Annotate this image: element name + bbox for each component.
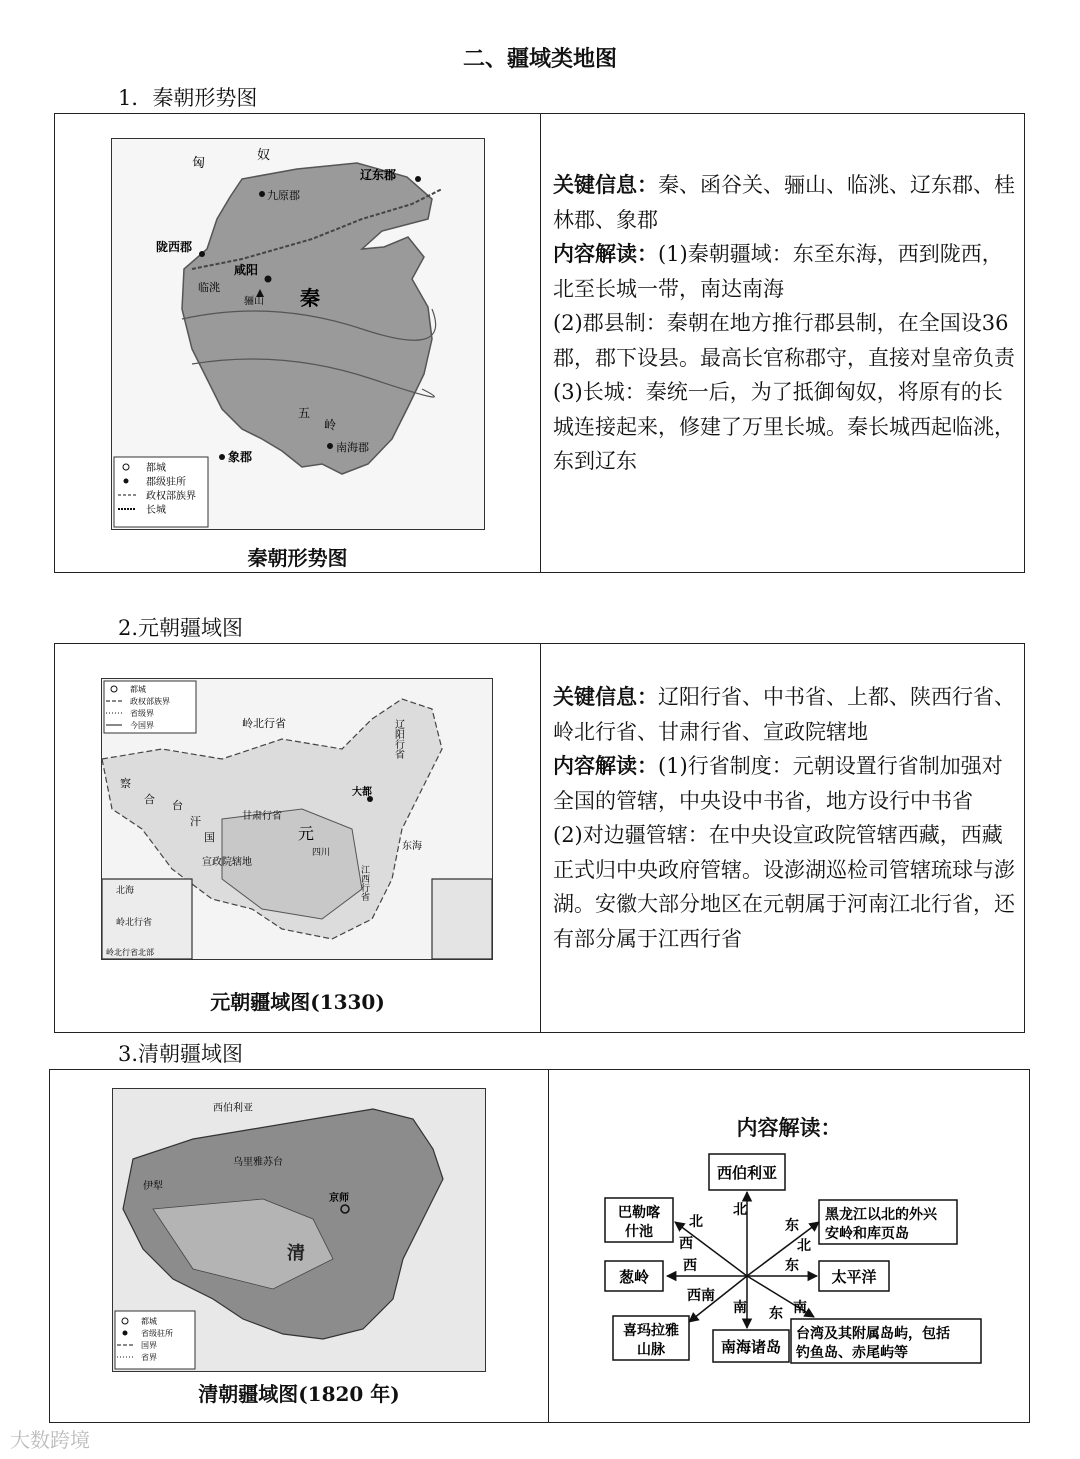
box-siberia: 西伯利亚 xyxy=(716,1164,778,1182)
legend-qing-capital: 都城 xyxy=(141,1317,157,1326)
section-1-key-info xyxy=(553,168,1016,237)
map-label-ling: 岭 xyxy=(324,418,337,432)
legend-yuan-border: 政权部族界 xyxy=(130,697,170,706)
map-label-wu: 五 xyxy=(298,406,311,420)
map-label-jingshi: 京师 xyxy=(329,1193,349,1204)
qing-map-graphic xyxy=(113,1089,485,1371)
section-3-heading: 3.清朝疆域图 xyxy=(118,1042,244,1066)
legend-prefecture: 郡级驻所 xyxy=(146,477,186,488)
box-taiwan-1: 台湾及其附属岛屿，包括 xyxy=(796,1326,950,1342)
map-label-chagatai-3: 台 xyxy=(172,799,183,812)
section-2-text-cell xyxy=(541,644,1024,1032)
section-1-caption: 秦朝形势图 xyxy=(247,546,348,570)
qing-map xyxy=(112,1088,486,1372)
map-label-xuanzheng: 宣政院辖地 xyxy=(202,857,252,868)
map-label-longxi: 陇西郡 xyxy=(156,240,193,254)
box-outer-xingan-1: 黑龙江以北的外兴 xyxy=(825,1207,937,1223)
map-label-gansu: 甘肃行省 xyxy=(242,811,282,822)
legend-border: 政权部族界 xyxy=(146,491,196,502)
section-2-caption: 元朝疆域图(1330) xyxy=(210,990,385,1014)
dir-se-east: 东 xyxy=(769,1306,783,1322)
map-label-jiangxi: 江西行省 xyxy=(359,865,369,901)
dir-north: 北 xyxy=(733,1202,747,1218)
interp-text-1: (1)行省制度：元朝设置行省制加强对全国的管辖，中央设中书省，地方设行中书省 xyxy=(553,754,1003,813)
map-label-lintao: 临洮 xyxy=(198,281,220,294)
section-3-table xyxy=(49,1069,1030,1423)
interp-label: 内容解读： xyxy=(553,241,658,266)
key-info-label: 关键信息： xyxy=(553,684,658,709)
section-1-table xyxy=(54,113,1025,573)
map-label-lingbei: 岭北行省 xyxy=(242,717,286,730)
map-label-dadu: 大都 xyxy=(352,787,372,798)
legend-capital: 都城 xyxy=(146,463,166,474)
legend-great-wall: 长城 xyxy=(146,505,166,516)
yuan-map xyxy=(101,678,493,960)
section-1-map-cell xyxy=(55,114,541,572)
key-info-text: 秦、函谷关、骊山、临洮、辽东郡、桂林郡、象郡 xyxy=(553,173,1015,232)
dir-ne-north: 北 xyxy=(797,1238,811,1254)
map-label-xiangjun: 象郡 xyxy=(228,450,253,464)
map-label-chagatai-4: 汗 xyxy=(190,815,201,828)
qin-map xyxy=(111,138,485,530)
box-himalaya-1: 喜玛拉雅 xyxy=(623,1323,679,1339)
map-label-jiuyuan: 九原郡 xyxy=(267,189,300,202)
key-info-label: 关键信息： xyxy=(553,172,658,197)
dir-nw-north: 北 xyxy=(689,1214,703,1230)
interp-text-2: (2)对边疆管辖：在中央设宣政院管辖西藏，西藏正式归中央政府管辖。设澎湖巡检司管辖琉球与澎湖。安徽大部分地区在元朝属于河南江北行省，还有部分属于江西行省 xyxy=(553,823,1015,951)
map-label-xiongnu-1: 匈 xyxy=(192,156,206,171)
section-2-table xyxy=(54,643,1025,1033)
section-2-interp xyxy=(553,749,1016,818)
diagram-title: 内容解读： xyxy=(736,1115,842,1140)
box-balkhash-1: 巴勒喀 xyxy=(618,1205,660,1221)
interp-text-1: (1)秦朝疆域：东至东海，西到陇西，北至长城一带，南达南海 xyxy=(553,242,1003,301)
map-label-nanhai: 南海郡 xyxy=(336,441,369,454)
dir-south: 南 xyxy=(733,1300,747,1316)
legend-qing-province: 省界 xyxy=(141,1353,157,1362)
map-label-chagatai-2: 合 xyxy=(144,793,155,806)
section-2-map-cell xyxy=(55,644,541,1032)
section-1-interp xyxy=(553,237,1016,306)
section-3-map-cell xyxy=(50,1070,549,1422)
box-outer-xingan-2: 安岭和库页岛 xyxy=(825,1226,909,1242)
page-title: 二、疆域类地图 xyxy=(462,46,617,72)
section-2-heading: 2.元朝疆域图 xyxy=(118,616,244,640)
section-2-key-info xyxy=(553,680,1016,749)
legend-qing-seat: 省级驻所 xyxy=(141,1329,173,1338)
box-south-sea: 南海诸岛 xyxy=(720,1338,782,1356)
key-info-text: 辽阳行省、中书省、上都、陕西行省、岭北行省、甘肃行省、宣政院辖地 xyxy=(553,685,1015,744)
dir-west: 西 xyxy=(683,1258,697,1274)
box-balkhash-2: 什池 xyxy=(625,1224,653,1240)
box-pacific: 太平洋 xyxy=(831,1268,877,1286)
dir-se-south: 南 xyxy=(793,1300,807,1316)
inset-label-north: 岭北行省北部 xyxy=(106,948,154,957)
map-label-yuan: 元 xyxy=(298,824,315,843)
map-label-xianyang: 咸阳 xyxy=(234,263,259,277)
box-pamir: 葱岭 xyxy=(618,1268,650,1286)
dir-east: 东 xyxy=(785,1258,799,1274)
interp-label: 内容解读： xyxy=(553,753,658,778)
legend-yuan-modern: 今国界 xyxy=(130,721,154,730)
dir-southwest: 西南 xyxy=(687,1288,715,1304)
map-label-qin: 秦 xyxy=(300,286,320,310)
map-label-wuliyasutai: 乌里雅苏台 xyxy=(233,1157,283,1168)
interp-text-3: (3)长城：秦统一后，为了抵御匈奴，将原有的长城连接起来，修建了万里长城。秦长城西起临洮，东到辽东 xyxy=(553,380,1015,473)
map-label-chagatai-1: 察 xyxy=(120,777,131,790)
map-label-siberia: 西伯利亚 xyxy=(213,1103,253,1114)
dir-nw-west: 西 xyxy=(679,1236,693,1252)
map-label-qing: 清 xyxy=(287,1243,305,1264)
dir-ne-east: 东 xyxy=(785,1218,799,1234)
box-himalaya-2: 山脉 xyxy=(637,1342,665,1358)
direction-diagram xyxy=(549,1142,1027,1422)
legend-yuan-capital: 都城 xyxy=(130,685,146,694)
section-3-diagram-cell xyxy=(549,1070,1029,1422)
legend-yuan-province: 省级界 xyxy=(130,709,154,718)
qin-map-graphic xyxy=(112,139,484,529)
legend-qing-border: 国界 xyxy=(141,1341,157,1350)
inset-label-beihai: 北海 xyxy=(116,886,135,896)
inset-label-lingbei: 岭北行省 xyxy=(116,918,153,928)
map-label-liaodong: 辽东郡 xyxy=(360,168,397,182)
section-1-heading: 1．秦朝形势图 xyxy=(118,86,258,110)
map-label-xiongnu-2: 奴 xyxy=(257,148,271,163)
map-label-liaoyang: 辽阳行省 xyxy=(392,719,404,759)
interp-text-2: (2)郡县制：秦朝在地方推行郡县制，在全国设36郡，郡下设县。最高长官称郡守，直接对皇帝负责 xyxy=(553,311,1015,370)
map-label-donghai: 东海 xyxy=(402,841,422,852)
map-label-lishan: 骊山 xyxy=(244,296,264,307)
map-label-chagatai-5: 国 xyxy=(204,831,215,844)
section-1-text-cell xyxy=(541,114,1024,572)
box-taiwan-2: 钓鱼岛、赤尾屿等 xyxy=(796,1345,908,1361)
map-label-sichuan: 四川 xyxy=(312,848,331,858)
yuan-map-graphic xyxy=(102,679,492,959)
map-label-yili: 伊犁 xyxy=(143,1181,163,1192)
watermark: 大数跨境 xyxy=(10,1428,90,1452)
section-3-caption: 清朝疆域图(1820 年) xyxy=(198,1382,400,1406)
